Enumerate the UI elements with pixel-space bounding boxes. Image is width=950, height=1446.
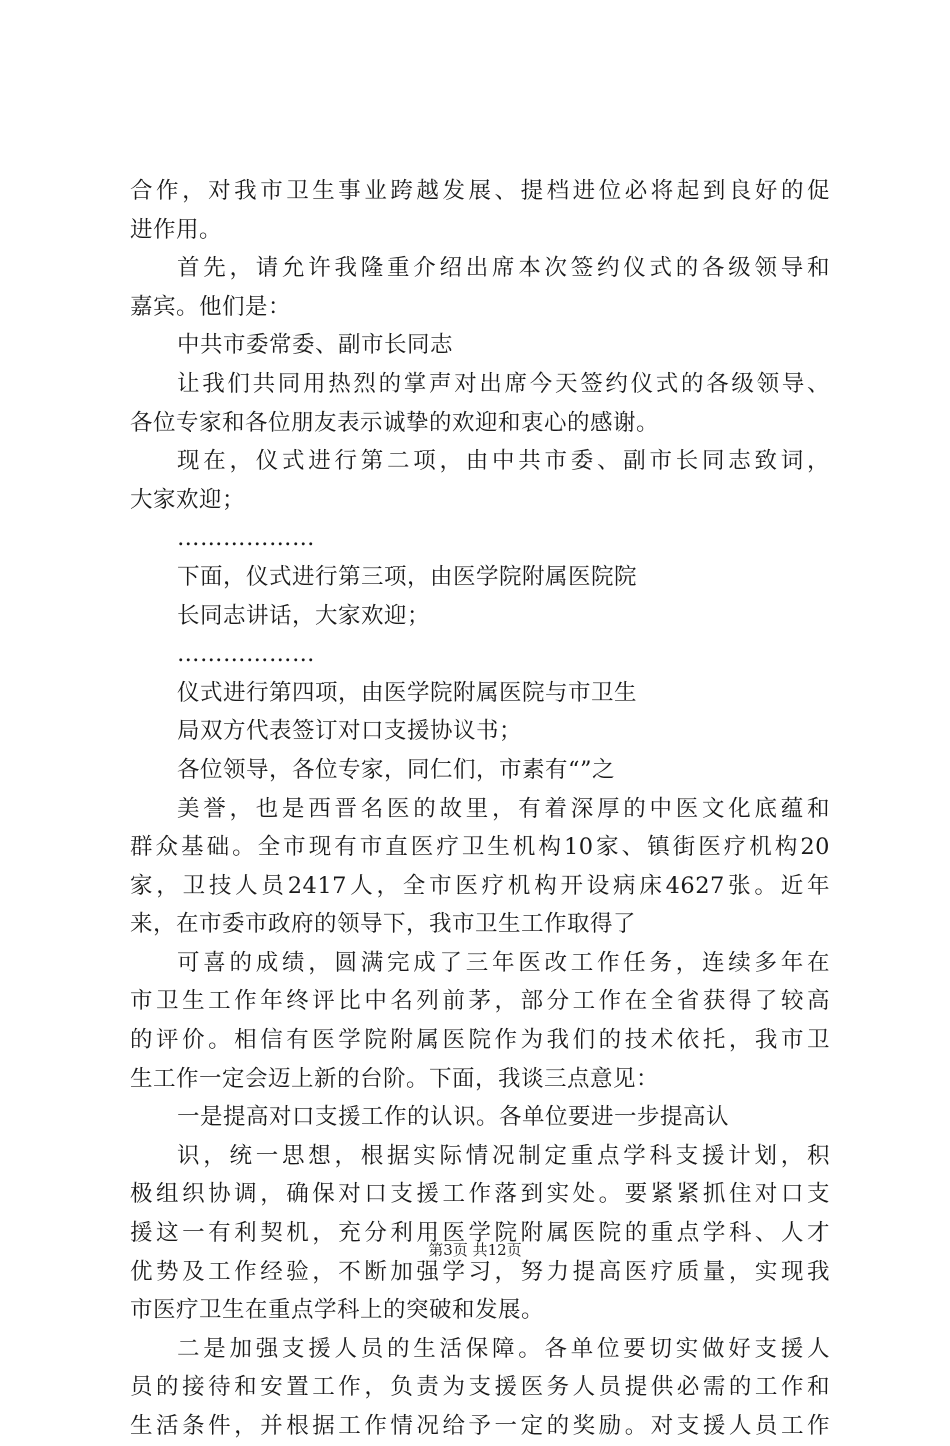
text-line: 生工作一定会迈上新的台阶。下面，我谈三点意见：: [130, 1065, 660, 1092]
text-line: 长同志讲话，大家欢迎；: [177, 602, 431, 629]
text-line: 市卫生工作年终评比中名列前茅，部分工作在全省获得了较高: [130, 988, 830, 1015]
text-line: 群众基础。全市现有市直医疗卫生机构10家、镇街医疗机构20: [130, 834, 830, 861]
text-line: 一是提高对口支援工作的认识。各单位要进一步提高认: [177, 1104, 730, 1131]
text-line: ………………: [177, 525, 315, 552]
text-line: 仪式进行第四项，由医学院附属医院与市卫生: [177, 679, 638, 706]
text-line: 优势及工作经验，不断加强学习，努力提高医疗质量，实现我: [130, 1258, 830, 1285]
text-line: 援这一有利契机，充分利用医学院附属医院的重点学科、人才: [130, 1220, 830, 1247]
text-line: 让我们共同用热烈的掌声对出席今天签约仪式的各级领导、: [177, 370, 830, 397]
text-line: 二是加强支援人员的生活保障。各单位要切实做好支援人: [177, 1335, 830, 1362]
text-line: 现在，仪式进行第二项，由中共市委、副市长同志致词，: [177, 448, 830, 475]
text-line: 极组织协调，确保对口支援工作落到实处。要紧紧抓住对口支: [130, 1181, 830, 1208]
text-line: 嘉宾。他们是：: [130, 293, 292, 320]
text-line: 家，卫技人员2417人，全市医疗机构开设病床4627张。近年: [130, 872, 830, 899]
text-line: 识，统一思想，根据实际情况制定重点学科支援计划，积: [177, 1142, 830, 1169]
text-line: 各位专家和各位朋友表示诚挚的欢迎和衷心的感谢。: [130, 409, 660, 436]
text-line: 中共市委常委、副市长同志: [177, 332, 454, 359]
text-line: 生活条件，并根据工作情况给予一定的奖励。对支援人员工作: [130, 1413, 830, 1439]
text-line: 局双方代表签订对口支援协议书；: [177, 718, 523, 745]
text-line: 美誉，也是西晋名医的故里，有着深厚的中医文化底蕴和: [177, 795, 830, 822]
text-line: ………………: [177, 641, 315, 668]
text-line: 的评价。相信有医学院附属医院作为我们的技术依托，我市卫: [130, 1027, 830, 1054]
page-footer: 第3页 共12页: [428, 1241, 522, 1259]
text-line: 各位领导，各位专家，同仁们，市素有“”之: [177, 756, 616, 783]
text-line: 首先，请允许我隆重介绍出席本次签约仪式的各级领导和: [177, 255, 830, 282]
text-line: 下面，仪式进行第三项，由医学院附属医院院: [177, 563, 638, 590]
text-line: 大家欢迎；: [130, 486, 246, 513]
text-line: 进作用。: [130, 216, 223, 243]
text-line: 可喜的成绩，圆满完成了三年医改工作任务，连续多年在: [177, 949, 830, 976]
text-line: 员的接待和安置工作，负责为支援医务人员提供必需的工作和: [130, 1374, 830, 1401]
text-line: 来，在市委市政府的领导下，我市卫生工作取得了: [130, 911, 637, 938]
text-line: 合作，对我市卫生事业跨越发展、提档进位必将起到良好的促: [130, 178, 830, 204]
text-line: 市医疗卫生在重点学科上的突破和发展。: [130, 1297, 545, 1324]
